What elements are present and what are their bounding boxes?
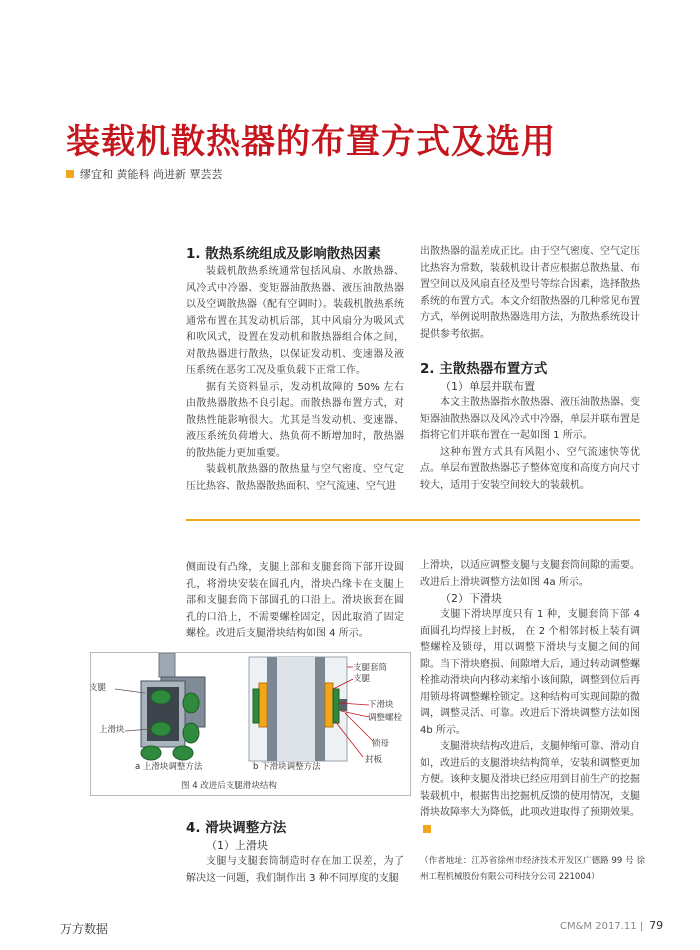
paragraph: 上滑块，以适应调整支腿与支腿套筒间隙的需要。改进后上滑块调整方法如图 4a 所示。: [420, 560, 640, 588]
figure-label-upper-slider: 上滑块: [99, 725, 125, 735]
subsection-heading: （1）单层并联布置: [440, 380, 535, 393]
paragraph: 侧面设有凸缘，支腿上部和支腿套筒下部开设圆孔，将滑块安装在圆孔内，滑块凸缘卡在支腿上部和支腿套筒下部圆孔的口沿上。滑块嵌套在圆孔的口沿上，不需要螺栓固定，因此取消了固定螺栓。改进后支腿滑块结构如图 4 所示。: [186, 562, 404, 639]
section-divider: [186, 519, 640, 521]
author-marker-icon: [66, 170, 74, 178]
figure-label-lock-nut: 锁母: [372, 739, 390, 749]
figure-label-lower-slider: 下滑块: [368, 700, 394, 710]
paragraph: 出散热器的温差成正比。由于空气密度、空气定压比热容为常数，装载机设计者应根据总散热量、布置空间以及风扇直径及型号等综合因素，选择散热系统的布置方式。本文介绍散热器的几种常见布置方式，举例说明散热器选用方法，为散热系统设计提供参考依据。: [420, 246, 640, 340]
page-number: 79: [649, 919, 664, 932]
figure-4: [90, 652, 411, 796]
footer-journal: [560, 919, 663, 932]
section-2-heading: 2. 主散热器布置方式: [420, 361, 548, 377]
article-title: 装载机散热器的布置方式及选用: [66, 122, 556, 162]
subsection-heading: （2）下滑块: [440, 592, 502, 605]
figure-sub-b: b 下滑块调整方法: [253, 762, 321, 772]
paragraph-text: 支腿滑块结构改进后，支腿伸缩可靠、滑动自如，改进后的支腿滑块结构简单，安装和调整更加方便。该种支腿及滑块已经应用到目前生产的挖掘装载机中，根据售出挖掘机反馈的使用情况，支腿滑块故障率大为降低，此项改进取得了预期效果。: [420, 741, 640, 818]
section-4-heading: 4. 滑块调整方法: [186, 820, 287, 836]
lower-right-column: [420, 558, 640, 838]
figure-label-cover-plate: 封板: [365, 755, 383, 765]
author-line: [66, 166, 223, 182]
author-address: （作者地址：江苏省徐州市经济技术开发区广德路 99 号 徐州工程机械股份有限公司科技分公司 221004）: [420, 856, 645, 882]
figure-label-leg: 支腿: [89, 683, 107, 693]
figure-label-leg-b: 支腿: [353, 674, 371, 684]
journal-issue: CM&M 2017.11 |: [560, 921, 644, 932]
paragraph: 支腿与支腿套筒制造时存在加工误差，为了解决这一问题，我们制作出 3 种不同厚度的支腿: [186, 856, 404, 884]
upper-right-column: [420, 244, 640, 494]
end-mark-icon: [423, 825, 431, 833]
figure-caption: 图 4 改进后支腿滑块结构: [181, 781, 277, 791]
paragraph: 装载机散热系统通常包括风扇、水散热器、风冷式中冷器、变矩器油散热器、液压油散热器以及空调散热器（配有空调时）。装载机散热系统通常布置在其发动机后部，其中风扇分为吸风式和吹风式，设置在发动机和散热器组合体之间，对散热器进行散热，以保证发动机、变速器及液压系统在恶劣工况及重负载下正常工作。: [186, 266, 404, 376]
paragraph: 本文主散热器指水散热器、液压油散热器、变矩器油散热器以及风冷式中冷器，单层并联布置是指将它们并联布置在一起如图 1 所示。: [420, 397, 640, 441]
paragraph: [420, 739, 640, 838]
upper-slider-illustration: [115, 653, 205, 760]
lower-left-intro: [186, 560, 404, 643]
subsection-heading: （1）上滑块: [206, 839, 268, 852]
paragraph: 这种布置方式具有风阻小、空气流速快等优点。单层布置散热器芯子整体宽度和高度方向尺寸较大，适用于安装空间较大的装载机。: [420, 446, 640, 491]
section-1-heading: 1. 散热系统组成及影响散热因素: [186, 246, 381, 262]
lower-left-section-4: [186, 818, 404, 887]
authors: 缪宜和 黄能科 尚进新 覃芸芸: [80, 168, 223, 181]
upper-left-column: [186, 244, 404, 495]
figure-label-sleeve: 支腿套筒: [353, 663, 388, 673]
paragraph: 支腿下滑块厚度只有 1 种，支腿套筒下部 4 面圆孔均焊接上封板， 在 2 个相邻封板上装有调整螺栓及锁母，用以调整下滑块与支腿之间的间隙。当下滑块磨损、间隙增大后，通过转动调整螺栓推动滑块向内移动来缩小该间隙，调整到位后再用锁母将调整螺栓锁定。这种结构可实现间隙的微调，调整灵活、可靠。改进后下滑块调整方法如图 4b 所示。: [420, 609, 640, 736]
paragraph: 装载机散热器的散热量与空气密度、空气定压比热容、散热器散热面积、空气流速、空气进: [186, 464, 404, 492]
figure-label-adjust-bolt: 调整螺栓: [368, 713, 403, 723]
footer-source: 万方数据: [60, 922, 109, 936]
paragraph: 据有关资料显示，发动机故障的 50% 左右由散热器散热不良引起。而散热器布置方式，对散热性能影响很大。尤其是当发动机、变速器、液压系统负荷增大、热负荷不断增加时，散热器的散热能力更加重要。: [186, 381, 404, 459]
figure-sub-a: a 上滑块调整方法: [135, 762, 203, 772]
